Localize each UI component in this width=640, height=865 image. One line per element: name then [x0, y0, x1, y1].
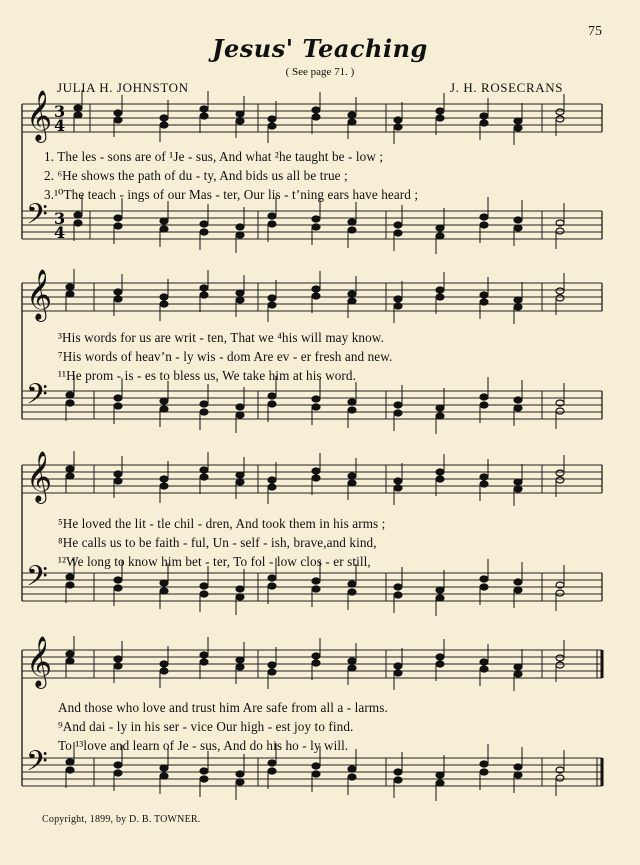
note-head	[348, 399, 356, 405]
note-head	[514, 397, 522, 403]
note-head	[480, 299, 488, 305]
note-head	[436, 405, 444, 411]
note-head	[556, 470, 564, 476]
note-head	[514, 125, 522, 131]
note-head	[114, 110, 122, 116]
note-head	[236, 771, 244, 777]
note-head	[200, 221, 208, 227]
note-head	[436, 772, 444, 778]
note-head	[480, 113, 488, 119]
note-head	[160, 580, 168, 586]
note-head	[394, 478, 402, 484]
note-head	[268, 477, 276, 483]
note-head	[312, 660, 320, 666]
note-head	[556, 775, 564, 781]
note-head	[268, 295, 276, 301]
note-head	[348, 581, 356, 587]
note-head	[514, 118, 522, 124]
page-number: 75	[588, 24, 602, 39]
note-head	[514, 579, 522, 585]
note-head	[200, 409, 208, 415]
note-head	[200, 776, 208, 782]
note-head	[514, 486, 522, 492]
note-head	[114, 663, 122, 669]
note-head	[312, 224, 320, 230]
note-head	[236, 479, 244, 485]
time-signature: 3	[54, 209, 66, 228]
note-head	[160, 406, 168, 412]
note-head	[268, 768, 276, 774]
note-head	[436, 476, 444, 482]
note-head	[514, 479, 522, 485]
note-head	[514, 405, 522, 411]
note-head	[200, 768, 208, 774]
note-head	[312, 286, 320, 292]
note-head	[66, 392, 74, 398]
note-head	[348, 291, 356, 297]
note-head	[160, 773, 168, 779]
note-head	[480, 481, 488, 487]
note-head	[268, 575, 276, 581]
note-head	[514, 225, 522, 231]
note-head	[394, 769, 402, 775]
note-head	[394, 117, 402, 123]
note-head	[480, 576, 488, 582]
note-head	[114, 215, 122, 221]
note-head	[348, 774, 356, 780]
note-head	[436, 654, 444, 660]
note-head	[236, 412, 244, 418]
treble-clef-icon: 𝄞	[26, 636, 53, 687]
lyric-line: ⁷His words of heav’n - ly wis - dom Are ev - er fresh and new.	[58, 349, 393, 364]
lyric-line: To ¹³love and learn of Je - sus, And do his ho - ly will.	[58, 738, 349, 753]
note-head	[394, 410, 402, 416]
hymn-title: Jesus' Teaching	[212, 34, 428, 63]
note-head	[436, 661, 444, 667]
note-head	[348, 219, 356, 225]
lyric-line: 2. ⁶He shows the path of du - ty, And bids us all be true ;	[44, 168, 348, 183]
note-head	[236, 111, 244, 117]
note-head	[160, 301, 168, 307]
note-head	[160, 122, 168, 128]
note-head	[160, 476, 168, 482]
note-head	[348, 407, 356, 413]
note-head	[436, 225, 444, 231]
note-head	[114, 289, 122, 295]
note-head	[312, 586, 320, 592]
bass-clef-icon: 𝄢	[26, 560, 48, 600]
note-head	[394, 296, 402, 302]
note-head	[556, 655, 564, 661]
note-head	[200, 652, 208, 658]
copyright-notice: Copyright, 1899, by D. B. TOWNER.	[42, 814, 201, 825]
note-head	[114, 296, 122, 302]
note-head	[160, 218, 168, 224]
lyric-line: And those who love and trust him Are safe from all a - larms.	[58, 700, 388, 715]
note-head	[312, 404, 320, 410]
lyric-line: 1. The les - sons are of ¹Je - sus, And what ²he taught be - low ;	[44, 149, 384, 164]
note-head	[480, 222, 488, 228]
note-head	[480, 292, 488, 298]
note-head	[312, 468, 320, 474]
note-head	[236, 232, 244, 238]
note-head	[66, 400, 74, 406]
note-head	[436, 287, 444, 293]
note-head	[200, 659, 208, 665]
note-head	[200, 474, 208, 480]
note-head	[236, 779, 244, 785]
lyric-line: ³His words for us are writ - ten, That we ⁴his will may know.	[58, 330, 384, 345]
note-head	[114, 223, 122, 229]
note-head	[312, 216, 320, 222]
note-head	[268, 484, 276, 490]
treble-clef-icon: 𝄞	[26, 90, 53, 141]
note-head	[66, 759, 74, 765]
note-head	[160, 483, 168, 489]
note-head	[236, 118, 244, 124]
note-head	[480, 402, 488, 408]
note-head	[268, 669, 276, 675]
time-signature: 3	[54, 102, 66, 121]
note-head	[514, 297, 522, 303]
lyric-line: 3.¹⁰The teach - ings of our Mas - ter, Our lis - t’ning ears have heard ;	[44, 187, 419, 202]
treble-clef-icon: 𝄞	[26, 269, 53, 320]
time-signature: 4	[54, 223, 66, 242]
lyric-line: ⁵He loved the lit - tle chil - dren, And took them in his arms ;	[58, 516, 386, 531]
note-head	[160, 588, 168, 594]
note-head	[348, 473, 356, 479]
note-head	[556, 477, 564, 483]
note-head	[394, 777, 402, 783]
note-head	[556, 662, 564, 668]
note-head	[160, 115, 168, 121]
note-head	[556, 116, 564, 122]
note-head	[114, 395, 122, 401]
note-head	[268, 583, 276, 589]
note-head	[74, 105, 82, 111]
note-head	[268, 302, 276, 308]
note-head	[394, 230, 402, 236]
note-head	[436, 115, 444, 121]
note-head	[160, 668, 168, 674]
note-head	[394, 402, 402, 408]
note-head	[436, 780, 444, 786]
note-head	[436, 294, 444, 300]
note-head	[348, 298, 356, 304]
note-head	[556, 590, 564, 596]
note-head	[66, 651, 74, 657]
note-head	[556, 295, 564, 301]
note-head	[200, 583, 208, 589]
note-head	[556, 288, 564, 294]
note-head	[268, 393, 276, 399]
note-head	[556, 228, 564, 234]
note-head	[348, 658, 356, 664]
lyricist-credit: JULIA H. JOHNSTON	[57, 80, 189, 95]
note-head	[160, 661, 168, 667]
note-head	[200, 106, 208, 112]
note-head	[236, 224, 244, 230]
note-head	[114, 471, 122, 477]
lyric-line: ¹¹He prom - is - es to bless us, We take him at his word.	[58, 368, 356, 383]
note-head	[514, 217, 522, 223]
note-head	[312, 293, 320, 299]
note-head	[236, 472, 244, 478]
note-head	[514, 304, 522, 310]
note-head	[514, 764, 522, 770]
see-page-note: ( See page 71. )	[285, 66, 355, 78]
note-head	[160, 398, 168, 404]
note-head	[74, 220, 82, 226]
note-head	[114, 478, 122, 484]
note-head	[312, 396, 320, 402]
note-head	[480, 666, 488, 672]
note-head	[436, 233, 444, 239]
note-head	[66, 582, 74, 588]
note-head	[394, 124, 402, 130]
note-head	[394, 485, 402, 491]
note-head	[312, 578, 320, 584]
note-head	[236, 290, 244, 296]
note-head	[348, 589, 356, 595]
bass-clef-icon: 𝄢	[26, 745, 48, 785]
note-head	[114, 577, 122, 583]
note-head	[268, 116, 276, 122]
note-head	[66, 574, 74, 580]
note-head	[348, 112, 356, 118]
note-head	[480, 214, 488, 220]
note-head	[236, 594, 244, 600]
note-head	[480, 659, 488, 665]
note-head	[114, 770, 122, 776]
note-head	[236, 404, 244, 410]
note-head	[348, 665, 356, 671]
note-head	[114, 403, 122, 409]
note-head	[312, 771, 320, 777]
composer-credit: J. H. ROSECRANS	[450, 80, 564, 95]
note-head	[114, 762, 122, 768]
note-head	[160, 294, 168, 300]
note-head	[348, 480, 356, 486]
note-head	[480, 394, 488, 400]
note-head	[312, 114, 320, 120]
note-head	[160, 226, 168, 232]
note-head	[66, 291, 74, 297]
note-head	[160, 765, 168, 771]
note-head	[66, 284, 74, 290]
note-head	[66, 473, 74, 479]
note-head	[114, 656, 122, 662]
note-head	[480, 769, 488, 775]
note-head	[200, 229, 208, 235]
note-head	[394, 222, 402, 228]
note-head	[348, 227, 356, 233]
note-head	[74, 212, 82, 218]
note-head	[394, 303, 402, 309]
note-head	[556, 408, 564, 414]
bass-clef-icon: 𝄢	[26, 378, 48, 418]
note-head	[200, 285, 208, 291]
note-head	[312, 107, 320, 113]
treble-clef-icon: 𝄞	[26, 451, 53, 502]
note-head	[200, 113, 208, 119]
note-head	[268, 221, 276, 227]
note-head	[480, 584, 488, 590]
lyric-line: ¹²We long to know him bet - ter, To fol - low clos - er still,	[58, 554, 371, 569]
lyric-line: ⁸He calls us to be faith - ful, Un - self - ish, brave,and kind,	[58, 535, 377, 550]
note-head	[556, 109, 564, 115]
note-head	[268, 760, 276, 766]
note-head	[236, 586, 244, 592]
note-head	[312, 653, 320, 659]
note-head	[394, 592, 402, 598]
note-head	[200, 591, 208, 597]
note-head	[312, 763, 320, 769]
note-head	[236, 297, 244, 303]
note-head	[66, 466, 74, 472]
note-head	[514, 664, 522, 670]
note-head	[436, 108, 444, 114]
note-head	[394, 663, 402, 669]
time-signature: 4	[54, 116, 66, 135]
note-head	[436, 595, 444, 601]
note-head	[348, 119, 356, 125]
note-head	[236, 664, 244, 670]
note-head	[268, 401, 276, 407]
note-head	[480, 761, 488, 767]
note-head	[268, 213, 276, 219]
note-head	[480, 474, 488, 480]
note-head	[514, 671, 522, 677]
note-head	[268, 123, 276, 129]
note-head	[480, 120, 488, 126]
note-head	[436, 587, 444, 593]
note-head	[66, 658, 74, 664]
note-head	[436, 469, 444, 475]
note-head	[114, 585, 122, 591]
note-head	[66, 767, 74, 773]
note-head	[236, 657, 244, 663]
note-head	[312, 475, 320, 481]
note-head	[394, 670, 402, 676]
bass-clef-icon: 𝄢	[26, 198, 48, 238]
note-head	[514, 587, 522, 593]
note-head	[200, 401, 208, 407]
note-head	[514, 772, 522, 778]
note-head	[114, 117, 122, 123]
note-head	[348, 766, 356, 772]
note-head	[268, 662, 276, 668]
note-head	[74, 112, 82, 118]
note-head	[436, 413, 444, 419]
note-head	[394, 584, 402, 590]
lyric-line: ⁹And dai - ly in his ser - vice Our high - est joy to find.	[58, 719, 354, 734]
note-head	[200, 467, 208, 473]
note-head	[200, 292, 208, 298]
